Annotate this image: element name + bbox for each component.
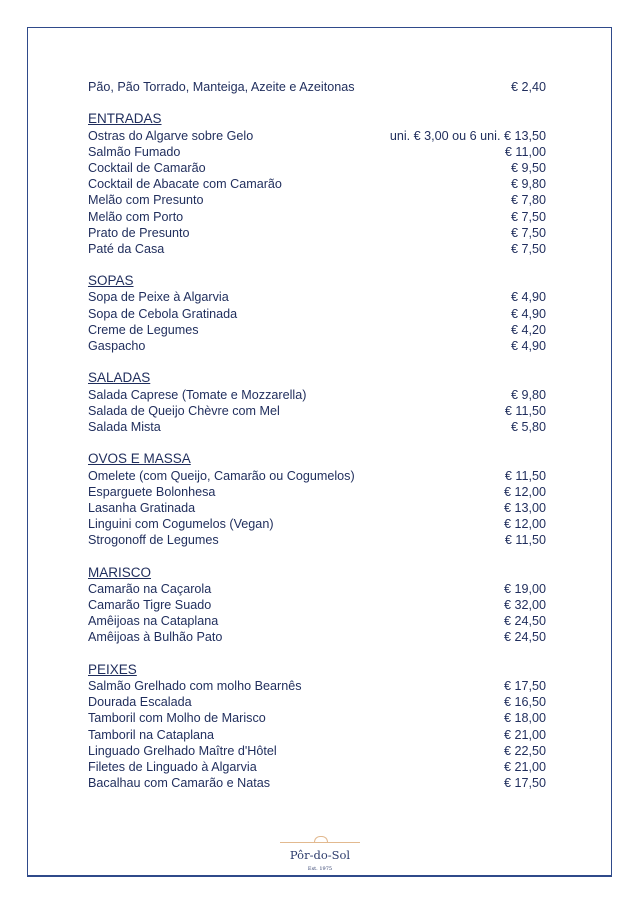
menu-item — [88, 629, 546, 645]
item-name: Prato de Presunto — [88, 225, 190, 240]
section-spacer — [88, 435, 546, 451]
item-price: € 7,50 — [510, 225, 546, 240]
item-name: Salmão Fumado — [88, 144, 181, 159]
item-name: Dourada Escalada — [88, 695, 192, 710]
item-price: € 9,50 — [510, 160, 546, 175]
menu-list — [88, 79, 546, 791]
item-name: Linguado Grelhado Maître d'Hôtel — [88, 743, 277, 758]
item-price: € 9,80 — [510, 387, 546, 402]
menu-item — [88, 613, 546, 629]
item-name: Lasanha Gratinada — [88, 500, 196, 515]
item-price: € 19,00 — [503, 581, 546, 596]
menu-item — [88, 500, 546, 516]
menu-item — [88, 484, 546, 500]
item-price: € 18,00 — [503, 711, 546, 726]
menu-item — [88, 419, 546, 435]
menu-item — [88, 532, 546, 548]
menu-item — [88, 160, 546, 176]
item-price: uni. € 3,00 ou 6 uni. € 13,50 — [389, 128, 546, 143]
item-name: Amêijoas à Bulhão Pato — [88, 630, 223, 645]
menu-item — [88, 710, 546, 726]
menu-item — [88, 694, 546, 710]
section-spacer — [88, 354, 546, 370]
logo-name: Pôr-do-Sol — [289, 848, 351, 862]
item-price: € 7,50 — [510, 241, 546, 256]
logo-est: Est. 1975 — [307, 866, 333, 872]
item-price: € 11,00 — [504, 144, 546, 159]
item-name: Melão com Porto — [88, 209, 184, 224]
menu-item — [88, 727, 546, 743]
menu-item — [88, 743, 546, 759]
menu-item — [88, 775, 546, 791]
item-name: Cocktail de Camarão — [88, 160, 206, 175]
menu-item — [88, 192, 546, 208]
item-price: € 24,50 — [503, 630, 546, 645]
section-spacer — [88, 257, 546, 273]
item-price: € 21,00 — [503, 727, 546, 742]
menu-item — [88, 144, 546, 160]
item-name: Melão com Presunto — [88, 193, 204, 208]
menu-item — [88, 338, 546, 354]
menu-item — [88, 387, 546, 403]
item-price: € 2,40 — [510, 80, 546, 94]
menu-item — [88, 468, 546, 484]
item-price: € 4,90 — [510, 306, 546, 321]
item-name: Esparguete Bolonhesa — [88, 484, 216, 499]
item-name: Sopa de Cebola Gratinada — [88, 306, 238, 321]
menu-item — [88, 581, 546, 597]
menu-item — [88, 403, 546, 419]
section-title: SOPAS — [88, 273, 134, 289]
menu-item-intro — [88, 79, 546, 95]
item-price: € 11,50 — [504, 533, 546, 548]
item-name: Omelete (com Queijo, Camarão ou Cogumelos) — [88, 468, 355, 483]
item-price: € 4,90 — [510, 339, 546, 353]
item-name: Camarão na Caçarola — [88, 581, 212, 596]
item-name: Filetes de Linguado à Algarvia — [88, 759, 257, 774]
item-price: € 9,80 — [510, 177, 546, 192]
item-price: € 24,50 — [503, 614, 546, 629]
item-name: Salada de Queijo Chèvre com Mel — [88, 403, 280, 418]
menu-item — [88, 306, 546, 322]
menu-item — [88, 759, 546, 775]
item-name: Sopa de Peixe à Algarvia — [88, 290, 229, 305]
item-price: € 11,50 — [504, 403, 546, 418]
item-name: Bacalhau com Camarão e Natas — [88, 776, 271, 791]
item-price: € 13,00 — [503, 500, 546, 515]
menu-item — [88, 678, 546, 694]
section-title: SALADAS — [88, 370, 151, 386]
item-price: € 17,50 — [503, 776, 546, 791]
item-name: Salada Caprese (Tomate e Mozzarella) — [88, 387, 307, 402]
item-name: Tamboril com Molho de Marisco — [88, 711, 266, 726]
item-name: Pão, Pão Torrado, Manteiga, Azeite e Azeitonas — [88, 80, 355, 94]
item-name: Camarão Tigre Suado — [88, 598, 212, 612]
item-price: € 7,50 — [510, 209, 546, 224]
item-name: Gaspacho — [88, 339, 146, 353]
menu-item — [88, 241, 546, 257]
menu-item — [88, 176, 546, 192]
section-title: MARISCO — [88, 564, 152, 580]
menu-item — [88, 516, 546, 532]
section-spacer — [88, 95, 546, 111]
menu-item — [88, 128, 546, 144]
item-price: € 4,20 — [510, 322, 546, 337]
menu-item — [88, 209, 546, 225]
menu-item — [88, 322, 546, 338]
item-price: € 11,50 — [504, 468, 546, 483]
item-name: Amêijoas na Cataplana — [88, 614, 219, 629]
item-name: Creme de Legumes — [88, 322, 199, 337]
section-spacer — [88, 548, 546, 564]
item-price: € 7,80 — [510, 193, 546, 208]
item-name: Linguini com Cogumelos (Vegan) — [88, 517, 274, 532]
item-price: € 32,00 — [503, 598, 546, 612]
item-price: € 17,50 — [503, 678, 546, 693]
item-price: € 22,50 — [503, 743, 546, 758]
item-name: Tamboril na Cataplana — [88, 727, 215, 742]
section-title: OVOS E MASSA — [88, 451, 191, 467]
item-name: Strogonoff de Legumes — [88, 533, 219, 548]
menu-item — [88, 225, 546, 241]
item-name: Ostras do Algarve sobre Gelo — [88, 128, 254, 143]
item-name: Paté da Casa — [88, 241, 165, 256]
section-title: ENTRADAS — [88, 111, 162, 127]
sun-icon — [314, 836, 328, 843]
item-price: € 16,50 — [503, 695, 546, 710]
menu-item — [88, 597, 546, 613]
section-spacer — [88, 646, 546, 662]
item-price: € 5,80 — [510, 419, 546, 434]
item-price: € 12,00 — [503, 517, 546, 532]
section-title: PEIXES — [88, 661, 137, 677]
item-price: € 12,00 — [503, 484, 546, 499]
item-name: Salada Mista — [88, 419, 161, 434]
menu-item — [88, 289, 546, 305]
item-price: € 4,90 — [510, 290, 546, 305]
item-name: Salmão Grelhado com molho Bearnês — [88, 678, 302, 693]
item-price: € 21,00 — [503, 759, 546, 774]
item-name: Cocktail de Abacate com Camarão — [88, 177, 282, 192]
